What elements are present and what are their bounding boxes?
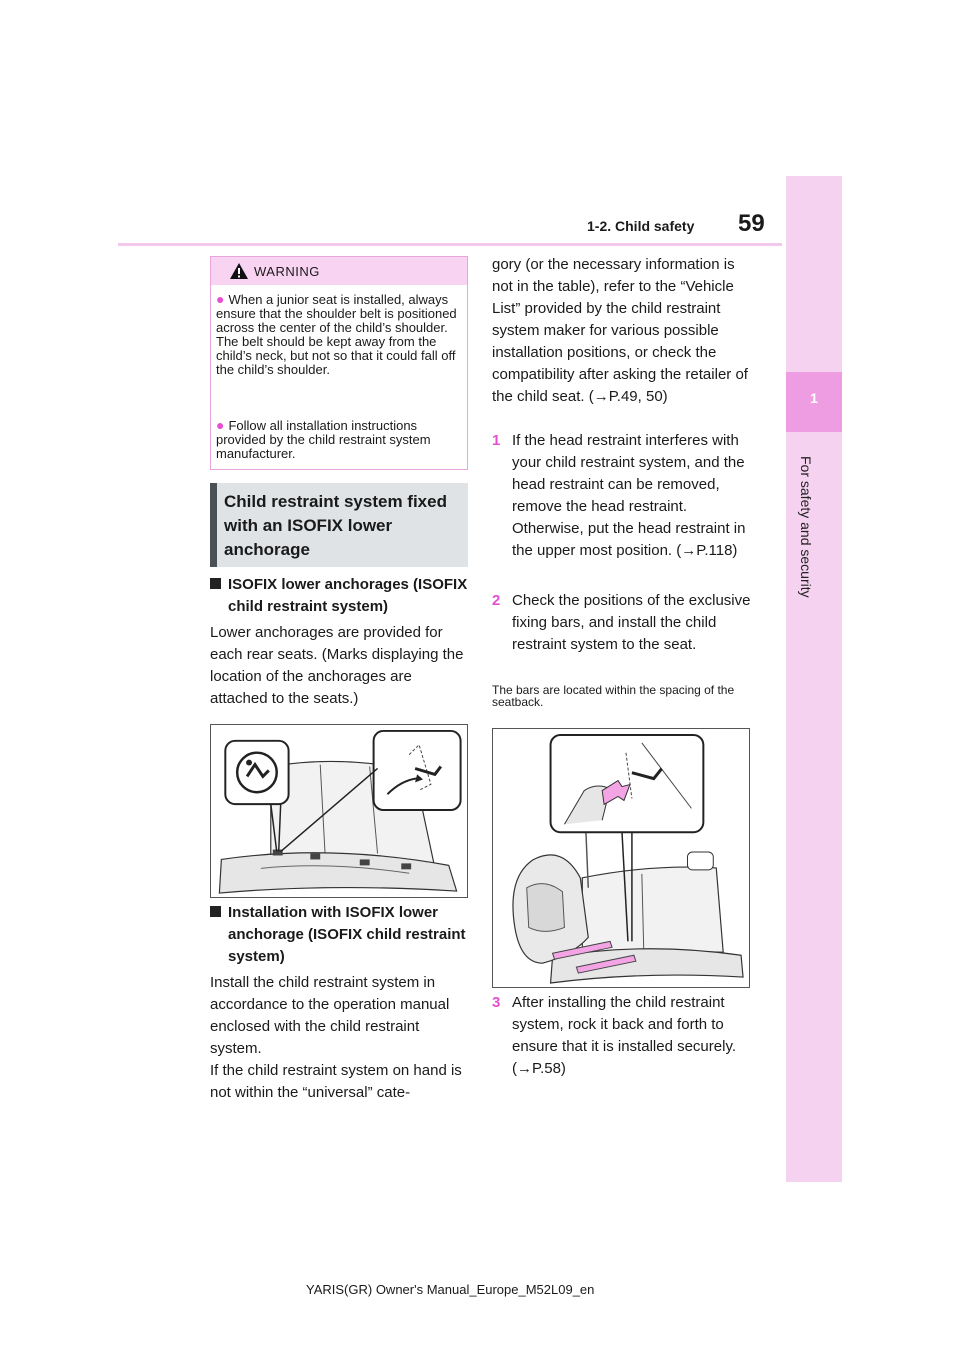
subheading-isofix-anchorages: ISOFIX lower anchorages (ISOFIX child restraint system)	[210, 574, 472, 618]
paragraph: Install the child restraint system in accordance to the operation manual enclosed with the child restraint system.	[210, 974, 450, 1057]
footer-manual-id: YARIS(GR) Owner's Manual_Europe_M52L09_en	[306, 1282, 595, 1297]
child-seat-installation-illustration	[492, 728, 750, 988]
warning-title: WARNING	[254, 264, 320, 279]
warning-triangle-icon	[229, 262, 249, 280]
paragraph: If the child restraint system on hand is not within the “universal” cate-	[210, 1062, 462, 1101]
side-tab-number: 1	[810, 390, 818, 406]
rear-seat-anchorage-illustration	[210, 724, 468, 898]
step-item: 2 Check the positions of the exclusive fixing bars, and install the child restraint system to the seat.	[492, 592, 751, 653]
bullet-icon: ●	[216, 417, 225, 433]
warning-header	[211, 257, 467, 285]
side-tab-label: For safety and security	[798, 456, 814, 598]
square-bullet-icon	[210, 906, 221, 917]
note-text: The bars are located within the spacing of the seatback.	[492, 683, 735, 709]
subheading-installation-isofix: Installation with ISOFIX lower anchorage (ISOFIX child restraint system)	[210, 902, 472, 968]
warning-item: ● When a junior seat is installed, always ensure that the shoulder belt is positioned across the center of the child’s shoulder. The belt should be kept away from the child’s neck, but not so that it could fall off the child’s shoulder.	[216, 291, 457, 377]
section-heading-bar	[210, 483, 217, 567]
paragraph: Lower anchorages are provided for each rear seats. (Marks displaying the location of the anchorages are attached to the seats.)	[210, 624, 464, 707]
section-label: 1-2. Child safety	[587, 218, 695, 234]
page-number: 59	[738, 210, 765, 237]
step-item: 3 After installing the child restraint system, rock it back and forth to ensure that it is installed securely. (→P.58)	[492, 994, 736, 1077]
section-title: Child restraint system fixed with an ISOFIX lower anchorage	[224, 492, 447, 559]
paragraph-continued: gory (or the necessary information is not in the table), refer to the “Vehicle List” provided by the child restraint system maker for various possible installation positions, or check the compatibility after asking the retailer of the child seat. (→P.49, 50)	[492, 256, 748, 405]
step-item: 1 If the head restraint interferes with your child restraint system, and the head restraint can be removed, remove the head restraint. Otherwise, put the head restraint in the upper most position. (→P.118)	[492, 432, 746, 559]
warning-item: ● Follow all installation instructions provided by the child restraint system manufacturer.	[216, 417, 431, 461]
header-rule	[118, 243, 782, 246]
square-bullet-icon	[210, 578, 221, 589]
bullet-icon: ●	[216, 291, 225, 307]
side-tab	[786, 176, 842, 1182]
